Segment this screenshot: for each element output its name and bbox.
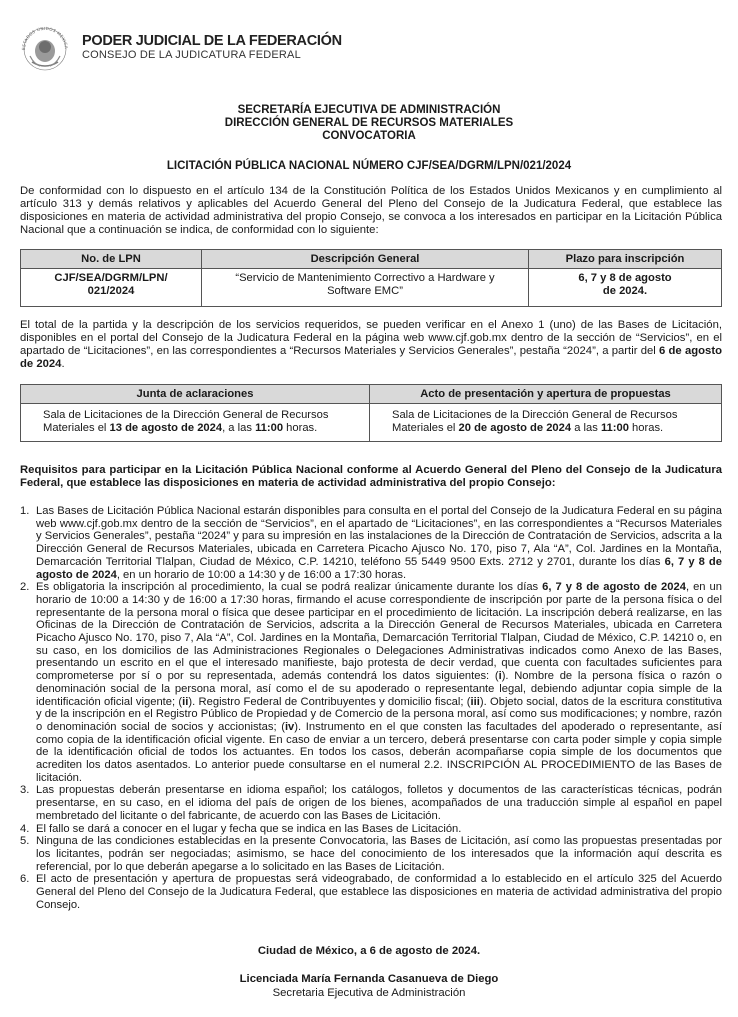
item-number: 4. (20, 822, 30, 835)
item-text: ). Instrumento en el que consten las facultades del apoderado o representante, así como copia de la identificación oficial vigente. En caso de enviar a un tercero, deberá presentarse con carta poder simple y copia simple de la identificación oficial de todos los actuantes. En todos los casos, deberán acompañarse copia simple de los documentos que acrediten los datos asentados. Lo anterior puede consultarse en el numeral 2.2. INSCRIPCIÓN AL PROCEDIMIENTO de las Bases de licitación. (36, 720, 722, 784)
list-item (20, 581, 722, 784)
availability-date: 6 de agosto de 2024 (20, 345, 722, 370)
junta-end: horas. (283, 422, 318, 434)
item-text: Las Bases de Licitación Pública Nacional estarán disponibles para consulta en el portal del Consejo de la Judicatura Federal en su página web www.cjf.gob.mx dentro de la sección de “Servicios”, en el apartado de “Licitaciones”, en las correspondientes a “Recursos Materiales y Servicios Generales”, pestaña “2024” y para su impresión en las instalaciones de la Dirección de Contratación de Servicios, adscrita a la Dirección General de Recursos Materiales, ubicada en Carretera Picacho Ajusco No. 170, piso 7, Ala “A”, Col. Jardines en la Montaña, Demarcación Territorial Tlalpan, Ciudad de México, C.P. 14210, teléfono 55 5449 9500 Exts. 2712 y 2701, durante los días (36, 505, 722, 568)
junta-mid: , a las (222, 422, 256, 434)
acto-mid: a las (571, 422, 601, 434)
document-titles (0, 104, 738, 143)
requirements-title: Requisitos para participar en la Licitación Pública Nacional conforme al Acuerdo General del Pleno del Consejo de la Judicatura Federal, que establece las disposiciones en materia de actividad administrativa del propio Consejo: (20, 464, 722, 489)
item-text: , en un horario de 10:00 a 14:30 y de 16:00 a 17:30 horas. (116, 568, 407, 581)
item-bold: 6, 7 y 8 de agosto de 2024 (36, 555, 722, 581)
col-header-lpn: No. de LPN (21, 250, 202, 269)
acto-text: Sala de Licitaciones de la Dirección General de Recursos Materiales el (392, 409, 678, 434)
availability-end: . (61, 358, 65, 370)
cell-junta (21, 404, 370, 442)
item-text: , en un horario de 10:00 a 14:30 y de 16:00 a 17:30 horas, firmando el acuse correspondiente de inscripción por parte de la persona física o del representante de la persona moral o física que desee participar en el procedimiento de licitación. La inscripción deberá realizarse, en las Oficinas de la Dirección de Contratación de Servicios, adscrita a la Dirección General de Recursos Materiales, ubicada en Carretera Picacho Ajusco No. 170, piso 7, Ala “A”, Col. Jardines en la Montaña, Demarcación Territorial Tlalpan, Ciudad de México, C.P. 14210 o, en su caso, en los domicilios de las Administraciones Regionales o Delegaciones Administrativas indicados como Anexo de las Bases, presentando un escrito en el que el interesado manifieste, bajo protesta de decir verdad, que cuenta con facultades suficientes para comprometerse por sí o por su representada, además contendrá los datos siguientes: ( (36, 581, 722, 683)
col-header-acto: Acto de presentación y apertura de propuestas (370, 385, 722, 404)
item-text: ). Registro Federal de Contribuyentes y domicilio fiscal; ( (188, 695, 471, 708)
requirements-list (20, 505, 722, 912)
item-bold: 6, 7 y 8 de agosto de 2024 (542, 581, 686, 594)
col-header-junta: Junta de aclaraciones (21, 385, 370, 404)
item-bold: ii (182, 695, 189, 708)
cell-acto (370, 404, 722, 442)
availability-text: El total de la partida y la descripción de los servicios requeridos, se pueden verificar en el Anexo 1 (uno) de las Bases de Licitación, disponibles en el portal del Consejo de la Judicatura Federal en la página web www.cjf.gob.mx dentro de la sección de “Servicios”, en el apartado de “Licitaciones”, en las correspondientes a “Recursos Materiales y Servicios Generales”, pestaña “2024”, a partir del (20, 319, 722, 357)
title-line-3: CONVOCATORIA (322, 130, 416, 142)
intro-paragraph: De conformidad con lo dispuesto en el artículo 134 de la Constitución Política de los Estados Unidos Mexicanos y en cumplimiento al artículo 313 y demás relativos y aplicables del Acuerdo General del Pleno del Consejo de la Judicatura Federal, que establece las disposiciones en materia de actividad administrativa del propio Consejo, se convoca a los interesados en participar en la Licitación Pública Nacional que a continuación se indica, de conformidad con lo siguiente: (20, 185, 722, 236)
signer-name: Licenciada María Fernanda Casanueva de Diego (239, 973, 499, 985)
item-text: El acto de presentación y apertura de propuestas será videograbado, de conformidad a lo establecido en el artículo 325 del Acuerdo General del Pleno del Consejo de la Judicatura Federal, que establece las disposiciones en materia de actividad administrativa del propio Consejo. (36, 873, 722, 911)
cell-desc-line2: Software EMC” (327, 285, 403, 297)
cell-lpn-line1: CJF/SEA/DGRM/LPN/ (54, 272, 168, 284)
item-text: Las propuestas deberán presentarse en idioma español; los catálogos, folletos y documentos de las características técnicas, podrán presentarse, en su caso, en el idioma del país de origen de los bienes, acompañados de una traducción simple al español en papel membretado del licitante o del fabricante, de acuerdo con las Bases de Licitación. (36, 784, 722, 822)
list-item (20, 873, 722, 911)
junta-date: 13 de agosto de 2024 (109, 422, 223, 434)
item-number: 2. (20, 581, 30, 594)
junta-text: Sala de Licitaciones de la Dirección General de Recursos Materiales el (43, 409, 329, 434)
seal-icon (18, 22, 72, 72)
list-item (20, 835, 722, 873)
col-header-plazo: Plazo para inscripción (529, 250, 722, 269)
table-row (21, 269, 722, 307)
table-row (21, 404, 722, 442)
acto-date: 20 de agosto de 2024 (458, 422, 572, 434)
cell-plazo-line1: 6, 7 y 8 de agosto (578, 272, 672, 284)
item-number: 6. (20, 873, 30, 886)
org-block (82, 33, 342, 62)
item-bold: iv (284, 720, 295, 733)
signer-position: Secretaria Ejecutiva de Administración (272, 987, 466, 999)
cell-plazo (529, 269, 722, 307)
events-table (20, 384, 722, 442)
table-header-row (21, 250, 722, 269)
acto-end: horas. (628, 422, 664, 434)
cell-lpn-line2: 021/2024 (87, 285, 135, 297)
title-line-2: DIRECCIÓN GENERAL DE RECURSOS MATERIALES (224, 117, 514, 129)
org-subtitle: CONSEJO DE LA JUDICATURA FEDERAL (82, 48, 301, 61)
cell-lpn (21, 269, 202, 307)
cell-description (202, 269, 529, 307)
junta-time: 11:00 (255, 422, 284, 434)
item-text: Ninguna de las condiciones establecidas en la presente Convocatoria, las Bases de Licitación, así como las propuestas presentadas por los licitantes, podrán ser negociadas; asimismo, se hace del conocimiento de los interesados que la información aquí descrita es referencial, por lo que deberán apegarse a lo solicitado en las Bases de Licitación. (36, 835, 722, 873)
item-bold: iii (470, 695, 480, 708)
table-header-row (21, 385, 722, 404)
cell-desc-line1: “Servicio de Mantenimiento Correctivo a Hardware y (235, 272, 495, 284)
list-item (20, 505, 722, 581)
item-text: Es obligatoria la inscripción al procedimiento, la cual se podrá realizar únicamente durante los días (36, 581, 543, 594)
col-header-description: Descripción General (202, 250, 529, 269)
cell-plazo-line2: de 2024. (602, 285, 648, 297)
place-date: Ciudad de México, a 6 de agosto de 2024. (257, 945, 481, 957)
lpn-table (20, 249, 722, 307)
seal-arc-text: ESTADOS UNIDOS MEXICA (20, 25, 70, 51)
item-text: ). Objeto social, datos de la escritura constitutiva y de la inscripción en el Registro Público de Propiedad y de Comercio de la persona moral, así como sus modificaciones; y nombre, razón o denominación social de socios y accionistas; ( (36, 695, 723, 733)
item-bold: i (498, 670, 502, 683)
header (18, 22, 342, 72)
item-number: 1. (20, 505, 30, 517)
acto-time: 11:00 (600, 422, 629, 434)
lpn-title: LICITACIÓN PÚBLICA NACIONAL NÚMERO CJF/SEA/DGRM/LPN/021/2024 (166, 160, 572, 172)
list-item (20, 784, 722, 822)
item-text: ). Nombre de la persona física o razón o denominación social de la persona moral, así como el de su apoderado o representante legal, debiendo adjuntar copia simple de la identificación oficial vigente; ( (36, 670, 722, 708)
org-name: PODER JUDICIAL DE LA FEDERACIÓN (82, 32, 342, 49)
item-number: 5. (20, 835, 30, 848)
list-item (20, 823, 722, 836)
item-text: El fallo se dará a conocer en el lugar y fecha que se indica en las Bases de Licitación. (36, 822, 462, 835)
title-line-1: SECRETARÍA EJECUTIVA DE ADMINISTRACIÓN (237, 104, 501, 116)
item-number: 3. (20, 784, 30, 797)
availability-paragraph (20, 319, 722, 371)
